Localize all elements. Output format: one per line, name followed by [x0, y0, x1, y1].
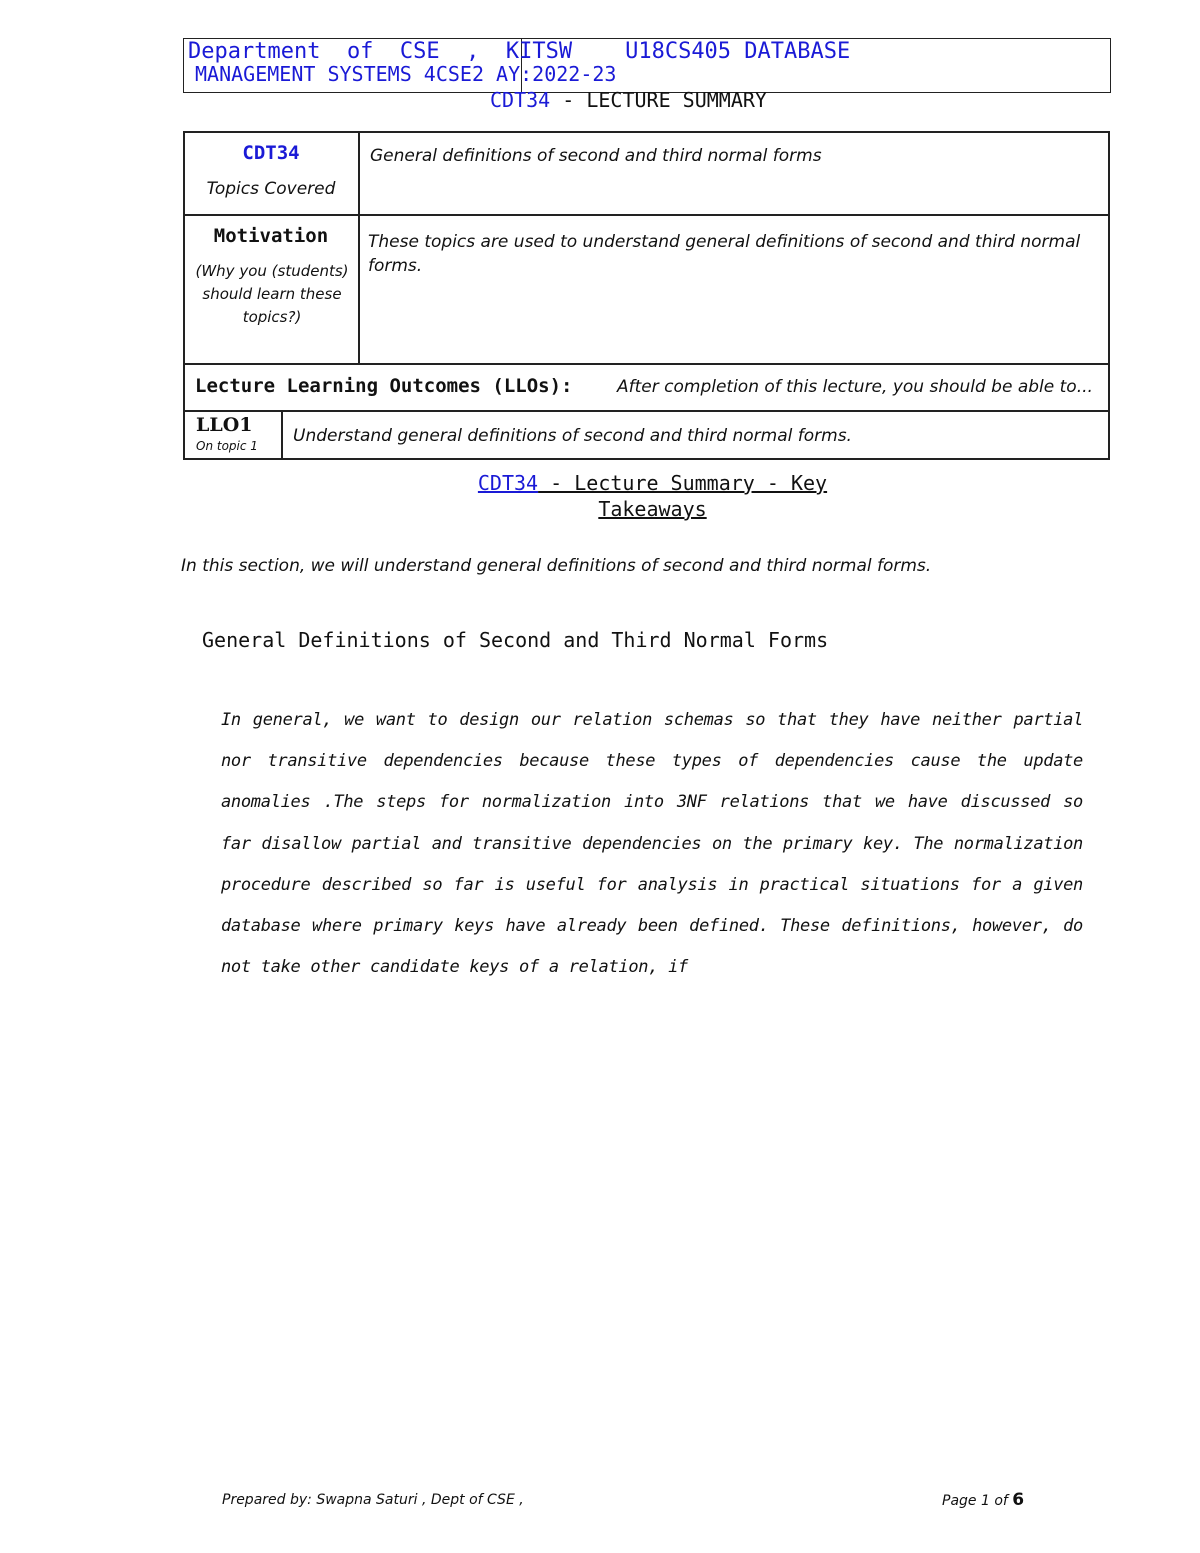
footer-page-total: 6 [1012, 1490, 1025, 1510]
page-title [490, 88, 767, 112]
topics-code: CDT34 [242, 142, 300, 164]
table-border-row2 [183, 363, 1110, 365]
header-department-line: Department of CSE , KITSW U18CS405 DATABASE [188, 39, 851, 64]
llo1-sublabel: On topic 1 [196, 439, 258, 453]
footer-page-prefix: Page 1 of [942, 1493, 1008, 1509]
key-takeaways-line2: Takeaways [598, 497, 707, 521]
footer-page-number [942, 1490, 1024, 1510]
llo1-label: LLO1 [196, 414, 253, 436]
table-col-divider [358, 131, 360, 364]
llo1-value: Understand general definitions of second and third normal forms. [293, 426, 852, 446]
llo-heading-label: Lecture Learning Outcomes (LLOs): [195, 375, 573, 397]
table-border-row1 [183, 214, 1110, 216]
motivation-value: These topics are used to understand general definitions of second and third normal forms. [368, 232, 1081, 276]
table-border-right [1108, 131, 1110, 460]
topics-label: Topics Covered [206, 179, 336, 199]
table-llo-divider [281, 410, 283, 459]
topics-value: General definitions of second and third normal forms [370, 146, 822, 166]
intro-text: In this section, we will understand general definitions of second and third normal forms. [181, 556, 932, 576]
section-paragraph: In general, we want to design our relation schemas so that they have neither partial nor transitive dependencies because these types of dependencies cause the update anomalies .The steps for normalization into 3NF relations that we have discussed so far disallow partial and transitive dependencies on the primary key. The normalization procedure described so far is useful for analysis in practical situations for a given database where primary keys have already been defined. These definitions, however, do not take other candidate keys of a relation, if [221, 710, 1083, 978]
page-title-code: CDT34 [490, 88, 551, 112]
llo-heading-value: After completion of this lecture, you should be able to... [617, 377, 1093, 397]
key-takeaways-code: CDT34 [477, 471, 539, 495]
header-course-line: MANAGEMENT SYSTEMS 4CSE2 AY:2022-23 [195, 62, 617, 86]
section-title: General Definitions of Second and Third Normal Forms [202, 628, 829, 652]
key-takeaways-heading [380, 470, 925, 522]
footer-prepared-by: Prepared by: Swapna Saturi , Dept of CSE , [222, 1492, 524, 1508]
motivation-label: Motivation [213, 225, 329, 247]
table-border-top [183, 131, 1110, 133]
motivation-sublabel: (Why you (students) should learn these topics?) [195, 262, 349, 326]
key-takeaways-line1: - Lecture Summary - Key [538, 471, 828, 495]
table-border-bottom [183, 458, 1110, 460]
table-border-row3 [183, 410, 1110, 412]
page-title-text: - LECTURE SUMMARY [550, 88, 767, 112]
